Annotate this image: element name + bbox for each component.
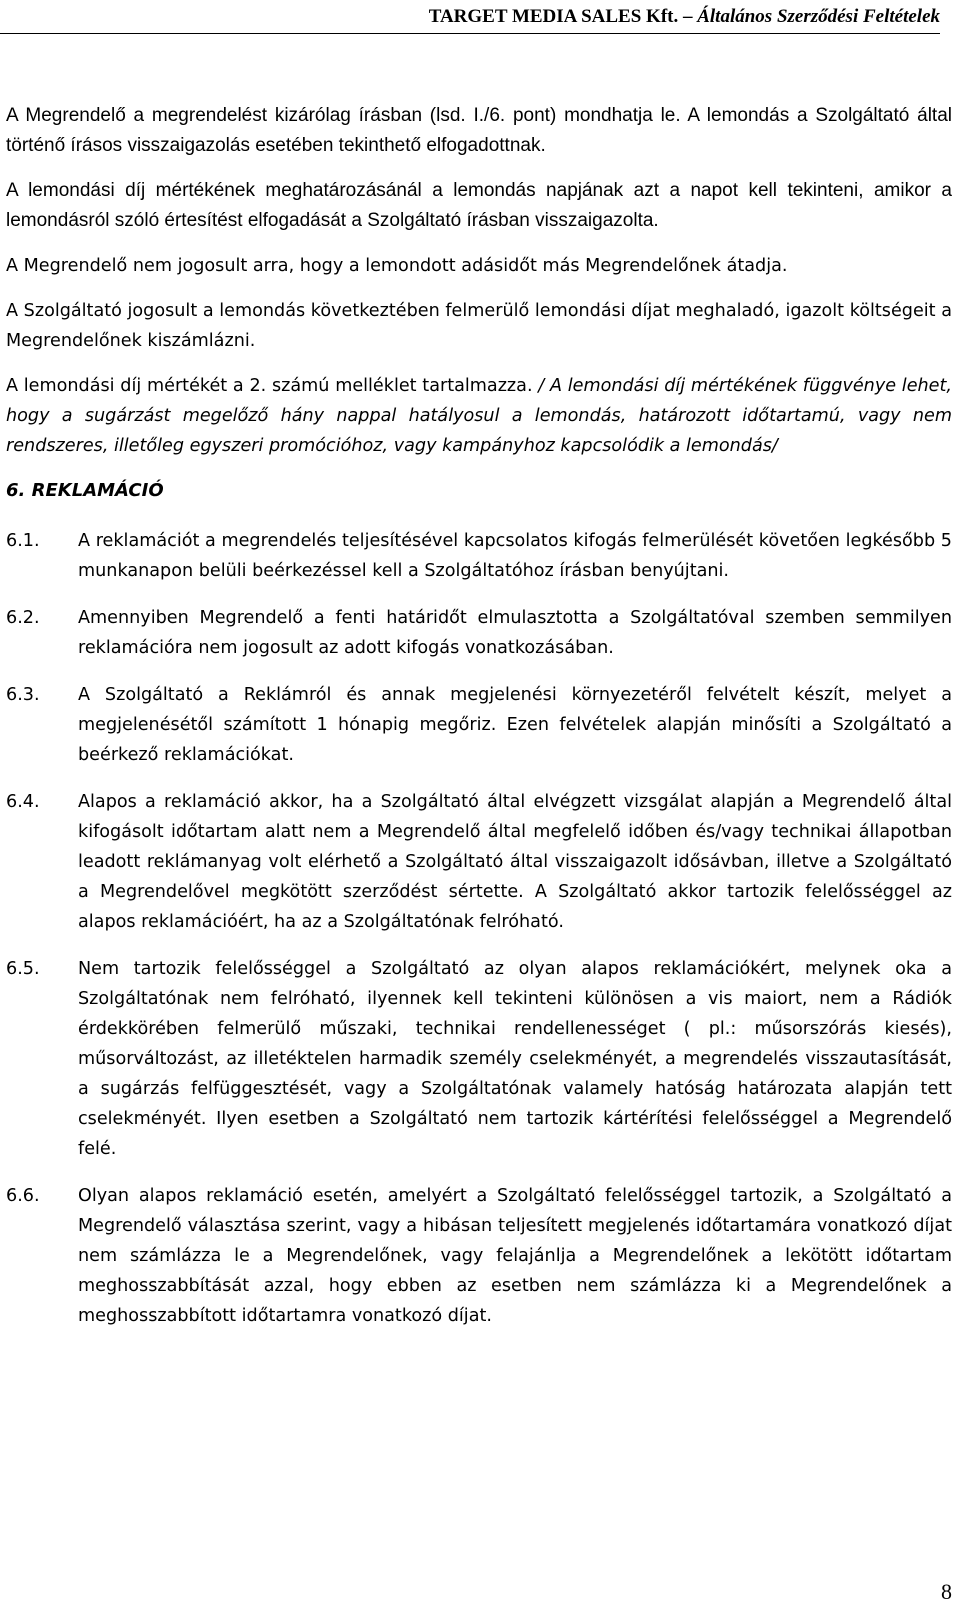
- clause-6-2: [6, 603, 952, 663]
- section-heading: 6. REKLAMÁCIÓ: [6, 480, 164, 501]
- paragraph-cancellation-date: A lemondási díj mértékének meghatározásánál a lemondás napjának azt a napot kell tekinteni, amikor a lemondásról szóló értesítést elfogadását a Szolgáltató írásban visszaigazolta.: [6, 180, 952, 231]
- paragraph-no-transfer: A Megrendelő nem jogosult arra, hogy a lemondott adásidőt más Megrendelőnek átadja.: [6, 256, 788, 276]
- page-header: [0, 6, 940, 34]
- clause-6-1: [6, 526, 952, 586]
- clause-text: A reklamációt a megrendelés teljesítésével kapcsolatos kifogás felmerülését követően legkésőbb 5 munkanapon belüli beérkezéssel kell a Szolgáltatóhoz írásban benyújtani.: [78, 531, 952, 581]
- header-company: TARGET MEDIA SALES Kft.: [428, 6, 679, 27]
- clause-text: Amennyiben Megrendelő a fenti határidőt elmulasztotta a Szolgáltatóval szemben semmilyen reklamációra nem jogosult az adott kifogás vonatkozásában.: [78, 608, 952, 658]
- clause-number: 6.4.: [6, 792, 40, 812]
- paragraph-fee: [6, 371, 952, 461]
- document-body: [6, 101, 952, 1348]
- clause-6-3: [6, 680, 952, 770]
- clause-text: A Szolgáltató a Reklámról és annak megjelenési környezetéről felvételt készít, melyet a megjelenésétől számított 1 hónapig megőriz. Ezen felvételek alapján minősíti a Szolgáltató a beérkező reklamációkat.: [78, 685, 952, 765]
- clause-number: 6.3.: [6, 685, 40, 705]
- clause-number: 6.2.: [6, 608, 40, 628]
- clause-6-5: [6, 954, 952, 1164]
- header-separator: –: [678, 6, 698, 27]
- clause-number: 6.6.: [6, 1186, 40, 1206]
- clause-6-6: [6, 1181, 952, 1331]
- paragraph-costs: A Szolgáltató jogosult a lemondás következtében felmerülő lemondási díjat meghaladó, igazolt költségeit a Megrendelőnek kiszámlázni.: [6, 301, 952, 351]
- clause-text: Olyan alapos reklamáció esetén, amelyért a Szolgáltató felelősséggel tartozik, a Szolgáltató a Megrendelő választása szerint, vagy a hibásan teljesített megjelenés időtartamára vonatkozó díjat nem számlázza le a Megrendelőnek, vagy felajánlja a Megrendelőnek a lekötött időtartam meghosszabbítását azzal, hogy ebben az esetben nem számlázza ki a Megrendelőnek a meghosszabbított időtartamra vonatkozó díjat.: [78, 1186, 952, 1326]
- header-document-title: Általános Szerződési Feltételek: [697, 6, 940, 27]
- clause-6-4: [6, 787, 952, 937]
- clause-number: 6.5.: [6, 959, 40, 979]
- page-number: 8: [941, 1579, 952, 1604]
- clause-text: Nem tartozik felelősséggel a Szolgáltató az olyan alapos reklamációkért, melynek oka a Szolgáltatónak nem felróható, ilyennek kell tekinteni különösen a vis maiort, nem a Rádiók érdekkörében felmerülő műszaki, technikai rendellenességet ( pl.: műsorszórás kiesés), műsorváltozást, az illetéktelen harmadik személy cselekményét, a megrendelés visszautasítását, a sugárzás felfüggesztését, vagy a Szolgáltatónak valamely hatóság határozata alapján tett cselekményét. Ilyen esetben a Szolgáltató nem tartozik kártérítési felelősséggel a Megrendelő felé.: [78, 959, 952, 1159]
- clause-number: 6.1.: [6, 531, 40, 551]
- clause-text: Alapos a reklamáció akkor, ha a Szolgáltató által elvégzett vizsgálat alapján a Megrendelő által kifogásolt időtartam alatt nem a Megrendelő által megfelelő időben és/vagy technikai állapotban leadott reklámanyag volt elérhető a Szolgáltató által visszaigazolt idősávban, illetve a Szolgáltató a Megrendelővel megkötött szerződést sértette. A Szolgáltató akkor tartozik felelősséggel az alapos reklamációért, ha az a Szolgáltatónak felróható.: [78, 792, 952, 932]
- fee-normal-text: A lemondási díj mértékét a 2. számú melléklet tartalmazza.: [6, 376, 539, 396]
- paragraph-cancellation: A Megrendelő a megrendelést kizárólag írásban (lsd. I./6. pont) mondhatja le. A lemondás a Szolgáltató által történő írásos visszaigazolás esetében tekinthető elfogadottnak.: [6, 105, 952, 156]
- fee-italic-text: / A lemondási díj mértékének függvénye lehet, hogy a sugárzást megelőző hány nappal hatályosul a lemondás, határozott időtartamú, vagy nem rendszeres, illetőleg egyszeri promócióhoz, vagy kampányhoz kapcsolódik a lemondás/: [6, 376, 952, 456]
